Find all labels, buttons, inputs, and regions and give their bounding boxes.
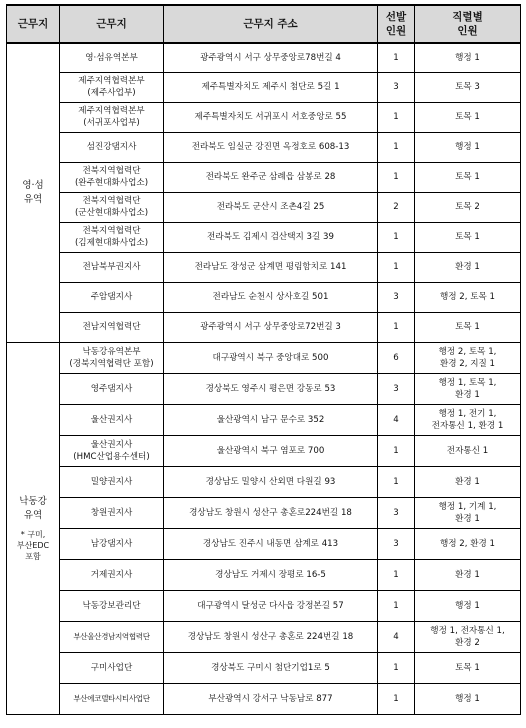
jobs-cell (415, 373, 521, 404)
jobs-line: 행정 1, 전자통신 1, (430, 625, 505, 636)
address-cell: 광주광역시 서구 상무중앙로72번길 3 (164, 312, 378, 342)
address-cell: 경상남도 창원시 성산구 총혼로224번길 18 (164, 497, 378, 528)
jobs-cell (415, 132, 521, 162)
office-cell (60, 102, 164, 132)
header-office: 근무지 (60, 5, 164, 43)
jobs-cell (415, 282, 521, 312)
table-row (7, 222, 521, 252)
office-cell (60, 192, 164, 222)
jobs-cell (415, 162, 521, 192)
office-name-line: 부산울산경남지역협력단 (73, 631, 150, 641)
office-cell (60, 497, 164, 528)
office-cell (60, 342, 164, 373)
table-body (7, 43, 521, 714)
jobs-line: 행정 2, 토목 1, (438, 346, 497, 357)
jobs-line: 환경 1 (455, 476, 480, 487)
jobs-line: 행정 2, 환경 1 (439, 538, 496, 549)
count-cell: 1 (378, 43, 415, 72)
table-row (7, 621, 521, 652)
table-row (7, 132, 521, 162)
jobs-line: 행정 1, 기계 1, (438, 501, 497, 512)
table-row (7, 528, 521, 559)
jobs-line: 토목 1 (455, 112, 480, 122)
office-cell (60, 683, 164, 714)
office-name-line: 주암댐지사 (90, 292, 133, 302)
address-cell: 경상북도 영주시 평은면 강동로 53 (164, 373, 378, 404)
office-cell (60, 312, 164, 342)
region-label-line: 낙동강 (19, 495, 47, 507)
jobs-line: 행정 1 (455, 693, 480, 704)
count-cell: 2 (378, 192, 415, 222)
table-row (7, 72, 521, 102)
count-cell: 3 (378, 373, 415, 404)
jobs-cell (415, 312, 521, 342)
table-row (7, 192, 521, 222)
address-cell: 경상남도 밀양시 산외면 다원길 93 (164, 466, 378, 497)
table-row (7, 252, 521, 282)
office-cell (60, 404, 164, 435)
count-cell: 3 (378, 282, 415, 312)
office-cell (60, 373, 164, 404)
office-name-line: 제주지역협력본부 (78, 106, 145, 116)
jobs-cell (415, 683, 521, 714)
count-cell: 1 (378, 683, 415, 714)
address-cell: 광주광역시 서구 상무중앙로78번길 4 (164, 43, 378, 72)
table-row (7, 342, 521, 373)
region-cell (7, 43, 60, 342)
office-name-line: 영·섬유역본부 (85, 52, 138, 63)
jobs-line: 토목 1 (455, 232, 480, 242)
recruitment-table-container (6, 4, 521, 715)
jobs-cell (415, 652, 521, 683)
jobs-line: 행정 1 (455, 52, 480, 63)
address-cell: 전라북도 군산시 조촌4길 25 (164, 192, 378, 222)
jobs-line: 환경 2 (455, 637, 480, 648)
workplace-table (6, 4, 521, 715)
count-cell: 1 (378, 435, 415, 466)
office-name-line: 남강댐지사 (90, 538, 133, 549)
jobs-cell (415, 435, 521, 466)
header-region: 근무지 (7, 5, 60, 43)
table-row (7, 312, 521, 342)
office-name-line: (군산현대화사업소) (74, 208, 149, 218)
count-cell: 1 (378, 590, 415, 621)
office-name-line: 밀양권지사 (90, 476, 133, 487)
table-row (7, 373, 521, 404)
count-cell: 4 (378, 404, 415, 435)
header-count-line: 인원 (385, 25, 407, 37)
jobs-cell (415, 497, 521, 528)
office-name-line: (김제현대화사업소) (74, 238, 149, 248)
office-name-line: 낙동강보관리단 (82, 600, 141, 611)
address-cell: 경상남도 거제시 장평로 16-5 (164, 559, 378, 590)
table-row (7, 102, 521, 132)
office-cell (60, 162, 164, 192)
office-cell (60, 435, 164, 466)
table-row (7, 497, 521, 528)
table-row (7, 162, 521, 192)
address-cell: 울산광역시 남구 문수로 352 (164, 404, 378, 435)
office-name-line: 전남북부권지사 (82, 262, 141, 272)
header-address: 근무지 주소 (164, 5, 378, 43)
region-note-line: 포함 (25, 551, 41, 561)
office-cell (60, 528, 164, 559)
jobs-cell (415, 621, 521, 652)
address-cell: 경상북도 구미시 첨단기업1로 5 (164, 652, 378, 683)
address-cell: 전라남도 순천시 상사호길 501 (164, 282, 378, 312)
count-cell: 6 (378, 342, 415, 373)
jobs-cell (415, 43, 521, 72)
office-name-line: 섬진강댐지사 (86, 142, 137, 152)
office-name-line: 전남지역협력단 (82, 322, 141, 332)
table-row (7, 590, 521, 621)
region-label-line: 영·섬 (22, 179, 44, 191)
header-count (378, 5, 415, 43)
office-name-line: 제주지역협력본부 (78, 76, 145, 86)
table-header-row (7, 5, 521, 43)
jobs-line: 환경 1 (455, 389, 480, 400)
jobs-line: 토목 3 (455, 82, 480, 92)
count-cell: 3 (378, 497, 415, 528)
region-cell (7, 342, 60, 714)
jobs-line: 환경 1 (455, 569, 480, 580)
count-cell: 1 (378, 162, 415, 192)
office-name-line: 전북지역협력단 (82, 196, 141, 206)
jobs-line: 토목 1 (455, 322, 480, 332)
jobs-cell (415, 252, 521, 282)
office-cell (60, 222, 164, 252)
jobs-cell (415, 222, 521, 252)
jobs-cell (415, 102, 521, 132)
table-row (7, 652, 521, 683)
region-label-line: 유역 (23, 509, 43, 521)
table-row (7, 43, 521, 72)
jobs-line: 환경 1 (455, 513, 480, 524)
office-name-line: (서귀포사업부) (83, 118, 140, 128)
table-row (7, 435, 521, 466)
count-cell: 1 (378, 252, 415, 282)
office-cell (60, 72, 164, 102)
address-cell: 울산광역시 북구 염포로 700 (164, 435, 378, 466)
table-row (7, 466, 521, 497)
address-cell: 제주특별자치도 서귀포시 서호중앙로 55 (164, 102, 378, 132)
jobs-cell (415, 559, 521, 590)
header-jobs-line: 직렬별 (452, 11, 483, 23)
address-cell: 전라남도 장성군 삼계면 평림함치로 141 (164, 252, 378, 282)
jobs-line: 환경 2, 지질 1 (439, 358, 496, 369)
jobs-line: 전자통신 1, 환경 1 (431, 420, 504, 431)
jobs-line: 행정 2, 토목 1 (439, 292, 496, 302)
office-name-line: 울산권지사 (90, 414, 133, 425)
count-cell: 1 (378, 102, 415, 132)
count-cell: 1 (378, 559, 415, 590)
count-cell: 4 (378, 621, 415, 652)
office-name-line: (경북지역협력단 포함) (69, 358, 154, 369)
office-name-line: 낙동강유역본부 (82, 346, 141, 357)
count-cell: 1 (378, 466, 415, 497)
count-cell: 1 (378, 132, 415, 162)
office-cell (60, 282, 164, 312)
count-cell: 1 (378, 652, 415, 683)
count-cell: 3 (378, 528, 415, 559)
jobs-cell (415, 466, 521, 497)
header-jobs (415, 5, 521, 43)
table-row (7, 404, 521, 435)
region-label-line: 유역 (23, 193, 43, 205)
office-name-line: (완주현대화사업소) (74, 178, 149, 188)
jobs-cell (415, 342, 521, 373)
jobs-line: 토목 2 (455, 202, 480, 212)
address-cell: 경상남도 창원시 성산구 총혼로 224번길 18 (164, 621, 378, 652)
office-name-line: 부산에코델타시티사업단 (73, 693, 150, 703)
office-name-line: 영주댐지사 (90, 383, 133, 394)
table-row (7, 559, 521, 590)
region-note-line: 부산EDC (16, 540, 50, 550)
office-cell (60, 590, 164, 621)
office-cell (60, 43, 164, 72)
table-row (7, 683, 521, 714)
jobs-line: 행정 1 (455, 142, 480, 152)
jobs-line: 행정 1, 전기 1, (438, 408, 497, 419)
address-cell: 전라북도 임실군 강진면 옥정호로 608-13 (164, 132, 378, 162)
table-row (7, 282, 521, 312)
address-cell: 대구광역시 달성군 다사읍 강정본길 57 (164, 590, 378, 621)
office-name-line: 전북지역협력단 (82, 166, 141, 176)
address-cell: 부산광역시 강서구 낙동남로 877 (164, 683, 378, 714)
office-cell (60, 559, 164, 590)
office-name-line: (HMC산업용수센터) (73, 451, 150, 462)
office-cell (60, 252, 164, 282)
office-name-line: 울산권지사 (90, 439, 133, 450)
jobs-line: 행정 1, 토목 1, (438, 377, 497, 388)
jobs-line: 토목 1 (455, 662, 480, 673)
jobs-cell (415, 404, 521, 435)
address-cell: 제주특별자치도 제주시 첨단로 5길 1 (164, 72, 378, 102)
office-cell (60, 621, 164, 652)
address-cell: 대구광역시 북구 중앙대로 500 (164, 342, 378, 373)
jobs-line: 전자통신 1 (446, 445, 489, 456)
office-cell (60, 466, 164, 497)
office-name-line: 창원권지사 (90, 507, 133, 518)
header-count-line: 선발 (385, 11, 407, 23)
jobs-cell (415, 528, 521, 559)
address-cell: 전라북도 김제시 검산택지 3길 39 (164, 222, 378, 252)
office-cell (60, 132, 164, 162)
jobs-cell (415, 72, 521, 102)
office-name-line: 구미사업단 (90, 662, 133, 673)
count-cell: 3 (378, 72, 415, 102)
jobs-line: 행정 1 (455, 600, 480, 611)
jobs-cell (415, 192, 521, 222)
address-cell: 경상남도 진주시 내동면 삼계로 413 (164, 528, 378, 559)
count-cell: 1 (378, 222, 415, 252)
office-name-line: 거제권지사 (90, 569, 133, 580)
jobs-line: 토목 1 (455, 172, 480, 182)
office-cell (60, 652, 164, 683)
jobs-line: 환경 1 (455, 262, 480, 272)
header-jobs-line: 인원 (457, 25, 478, 37)
jobs-cell (415, 590, 521, 621)
office-name-line: 전북지역협력단 (82, 226, 141, 236)
count-cell: 1 (378, 312, 415, 342)
region-note-line: * 구미, (20, 529, 46, 539)
address-cell: 전라북도 완주군 삼례읍 삼봉로 28 (164, 162, 378, 192)
office-name-line: (제주사업부) (87, 88, 136, 98)
